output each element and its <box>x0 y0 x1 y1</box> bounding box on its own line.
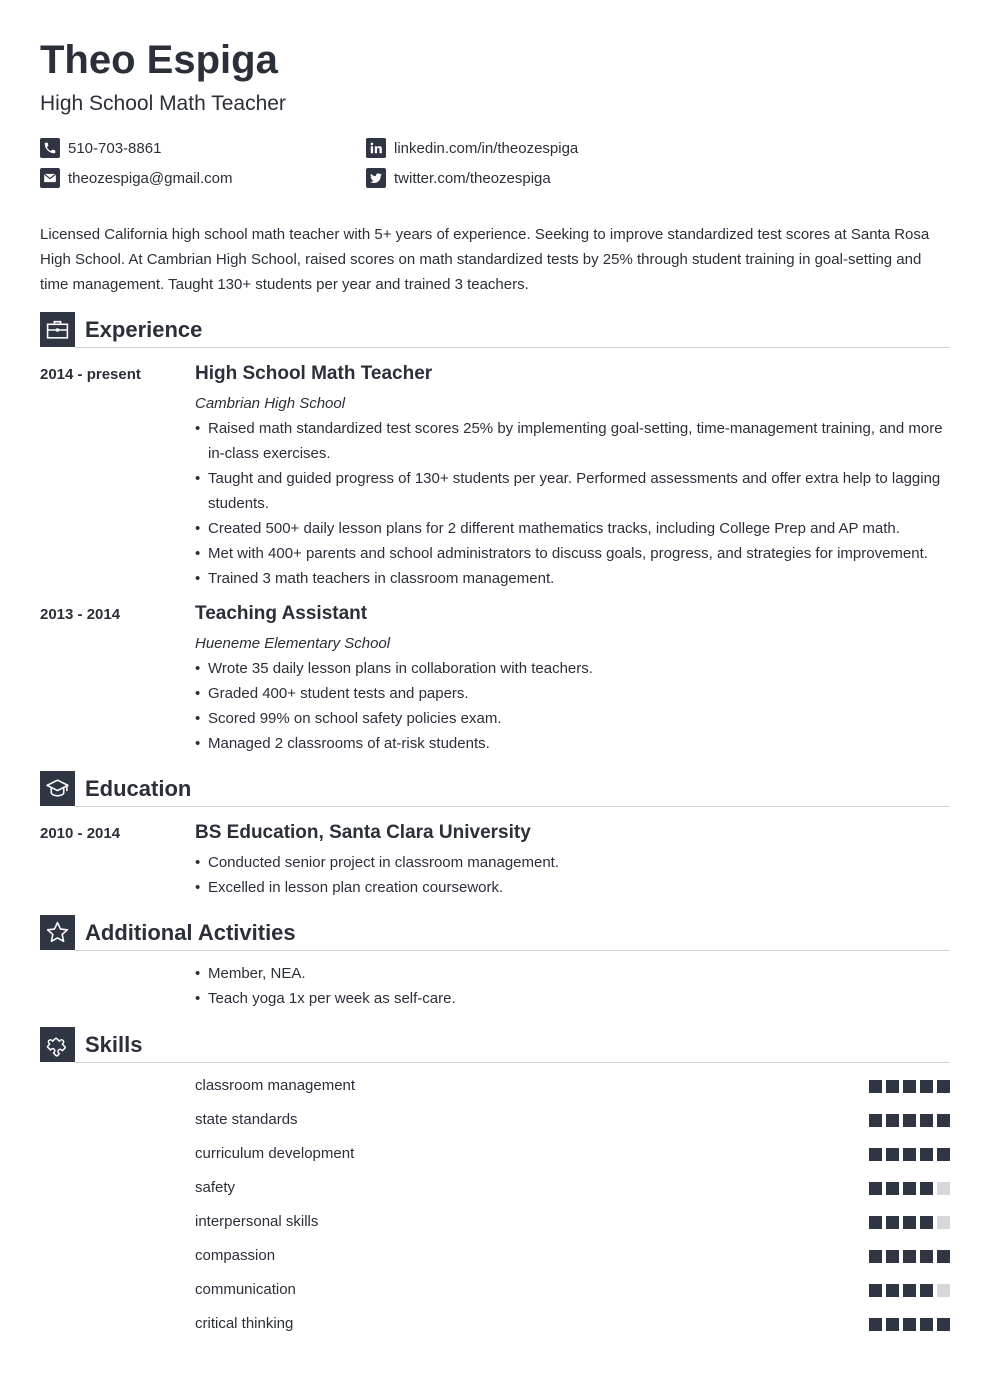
contact-twitter[interactable] <box>366 168 551 188</box>
skill-level-filled <box>920 1080 933 1093</box>
skill-rating <box>869 1318 950 1331</box>
email-text: theozespiga@gmail.com <box>68 169 233 187</box>
skill-row <box>195 1280 950 1300</box>
graduation-cap-icon <box>40 771 75 806</box>
skill-level-filled <box>903 1318 916 1331</box>
section-title: Skills <box>85 1032 143 1057</box>
skill-level-filled <box>903 1284 916 1297</box>
skill-name: interpersonal skills <box>195 1213 319 1230</box>
skill-level-filled <box>903 1114 916 1127</box>
skill-name: compassion <box>195 1247 276 1264</box>
job-bullets <box>195 656 950 756</box>
bullet-item: • Taught and guided progress of 130+ students per year. Performed assessments and offer extra help to lagging students. <box>195 466 950 516</box>
bullet-item: • Trained 3 math teachers in classroom management. <box>195 566 950 591</box>
skill-level-filled <box>903 1182 916 1195</box>
bullet-item: • Wrote 35 daily lesson plans in collaboration with teachers. <box>195 656 950 681</box>
skill-rating <box>869 1182 950 1195</box>
skill-level-filled <box>937 1148 950 1161</box>
job-dates: 2013 - 2014 <box>40 606 121 623</box>
skill-rating <box>869 1148 950 1161</box>
phone-icon <box>40 138 60 158</box>
job-title: Teaching Assistant <box>195 603 368 624</box>
skill-level-filled <box>920 1216 933 1229</box>
star-icon <box>40 915 75 950</box>
skill-level-empty <box>937 1216 950 1229</box>
job-entry <box>195 602 950 756</box>
skill-level-filled <box>869 1182 882 1195</box>
briefcase-icon <box>40 312 75 347</box>
skill-row <box>195 1212 950 1232</box>
bullet-item: • Excelled in lesson plan creation coursework. <box>195 875 950 900</box>
skill-level-filled <box>937 1250 950 1263</box>
skill-level-filled <box>937 1114 950 1127</box>
skill-level-filled <box>920 1114 933 1127</box>
phone-text: 510-703-8861 <box>68 139 162 157</box>
skill-name: communication <box>195 1281 296 1298</box>
bullet-item: • Raised math standardized test scores 25% by implementing goal-setting, time-management training, and more in-class exercises. <box>195 416 950 466</box>
linkedin-text: linkedin.com/in/theozespiga <box>394 139 579 157</box>
skill-level-filled <box>869 1284 882 1297</box>
section-title: Education <box>85 776 192 801</box>
skill-level-filled <box>869 1114 882 1127</box>
skill-rating <box>869 1284 950 1297</box>
bullet-item: • Member, NEA. <box>195 961 950 986</box>
skill-level-filled <box>869 1148 882 1161</box>
skill-level-filled <box>869 1216 882 1229</box>
job-organization: Cambrian High School <box>195 395 346 412</box>
job-dates: 2014 - present <box>40 366 141 383</box>
job-title: High School Math Teacher <box>195 363 433 384</box>
skill-level-filled <box>903 1216 916 1229</box>
section-skills <box>40 1027 950 1063</box>
bullet-item: • Managed 2 classrooms of at-risk students. <box>195 731 950 756</box>
job-entry <box>195 362 950 591</box>
section-divider <box>75 806 950 807</box>
section-experience <box>40 312 950 348</box>
skill-level-filled <box>886 1284 899 1297</box>
education-dates: 2010 - 2014 <box>40 825 121 842</box>
linkedin-icon <box>366 138 386 158</box>
section-activities <box>40 915 950 951</box>
education-entry <box>195 821 950 900</box>
profile-summary: Licensed California high school math teacher with 5+ years of experience. Seeking to improve standardized test scores at Santa Rosa High School. At Cambrian High School, raised scores on math standardized tests by 25% through student training in goal-setting and time management. Taught 130+ students per year and trained 3 teachers. <box>40 226 930 293</box>
bullet-item: • Created 500+ daily lesson plans for 2 different mathematics tracks, including College Prep and AP math. <box>195 516 950 541</box>
bullet-item: • Met with 400+ parents and school administrators to discuss goals, progress, and strategies for improvement. <box>195 541 950 566</box>
skill-level-filled <box>886 1148 899 1161</box>
skill-name: curriculum development <box>195 1145 355 1162</box>
puzzle-icon <box>40 1027 75 1062</box>
skill-level-filled <box>869 1318 882 1331</box>
skill-row <box>195 1144 950 1164</box>
bullet-item: • Graded 400+ student tests and papers. <box>195 681 950 706</box>
degree-title: BS Education, Santa Clara University <box>195 822 531 843</box>
skill-row <box>195 1076 950 1096</box>
twitter-text: twitter.com/theozespiga <box>394 169 551 187</box>
skill-level-filled <box>869 1250 882 1263</box>
activities-bullets <box>195 961 950 1011</box>
bullet-item: • Teach yoga 1x per week as self-care. <box>195 986 950 1011</box>
activities-entry <box>195 961 950 1011</box>
skill-level-empty <box>937 1284 950 1297</box>
skill-rating <box>869 1216 950 1229</box>
section-title: Additional Activities <box>85 920 296 945</box>
skill-name: state standards <box>195 1111 298 1128</box>
skill-level-filled <box>920 1284 933 1297</box>
skill-row <box>195 1246 950 1266</box>
candidate-title: High School Math Teacher <box>40 92 286 115</box>
skill-name: safety <box>195 1179 236 1196</box>
bullet-item: • Scored 99% on school safety policies exam. <box>195 706 950 731</box>
education-bullets <box>195 850 950 900</box>
skill-level-filled <box>886 1114 899 1127</box>
skill-name: critical thinking <box>195 1315 294 1332</box>
section-title: Experience <box>85 317 203 342</box>
skill-level-filled <box>920 1250 933 1263</box>
skill-level-filled <box>920 1182 933 1195</box>
candidate-name: Theo Espiga <box>40 38 278 82</box>
skill-row <box>195 1314 950 1334</box>
section-divider <box>75 347 950 348</box>
skill-level-filled <box>903 1148 916 1161</box>
skill-level-filled <box>920 1318 933 1331</box>
skill-level-filled <box>920 1148 933 1161</box>
skill-row <box>195 1178 950 1198</box>
section-education <box>40 771 950 807</box>
skill-rating <box>869 1080 950 1093</box>
twitter-icon <box>366 168 386 188</box>
skill-level-empty <box>937 1182 950 1195</box>
contact-email[interactable] <box>40 168 232 188</box>
envelope-icon <box>40 168 60 188</box>
job-bullets <box>195 416 950 591</box>
skill-rating <box>869 1250 950 1263</box>
skill-level-filled <box>903 1080 916 1093</box>
section-divider <box>75 950 950 951</box>
skill-level-filled <box>886 1250 899 1263</box>
bullet-item: • Conducted senior project in classroom management. <box>195 850 950 875</box>
skill-level-filled <box>886 1216 899 1229</box>
skill-level-filled <box>886 1080 899 1093</box>
contact-linkedin[interactable] <box>366 138 578 158</box>
skill-level-filled <box>903 1250 916 1263</box>
job-organization: Hueneme Elementary School <box>195 635 391 652</box>
skill-level-filled <box>869 1080 882 1093</box>
skill-row <box>195 1110 950 1130</box>
skill-rating <box>869 1114 950 1127</box>
section-divider <box>75 1062 950 1063</box>
skill-level-filled <box>937 1080 950 1093</box>
skill-level-filled <box>886 1182 899 1195</box>
contact-phone[interactable] <box>40 138 161 158</box>
skill-level-filled <box>886 1318 899 1331</box>
skill-name: classroom management <box>195 1077 356 1094</box>
skill-level-filled <box>937 1318 950 1331</box>
